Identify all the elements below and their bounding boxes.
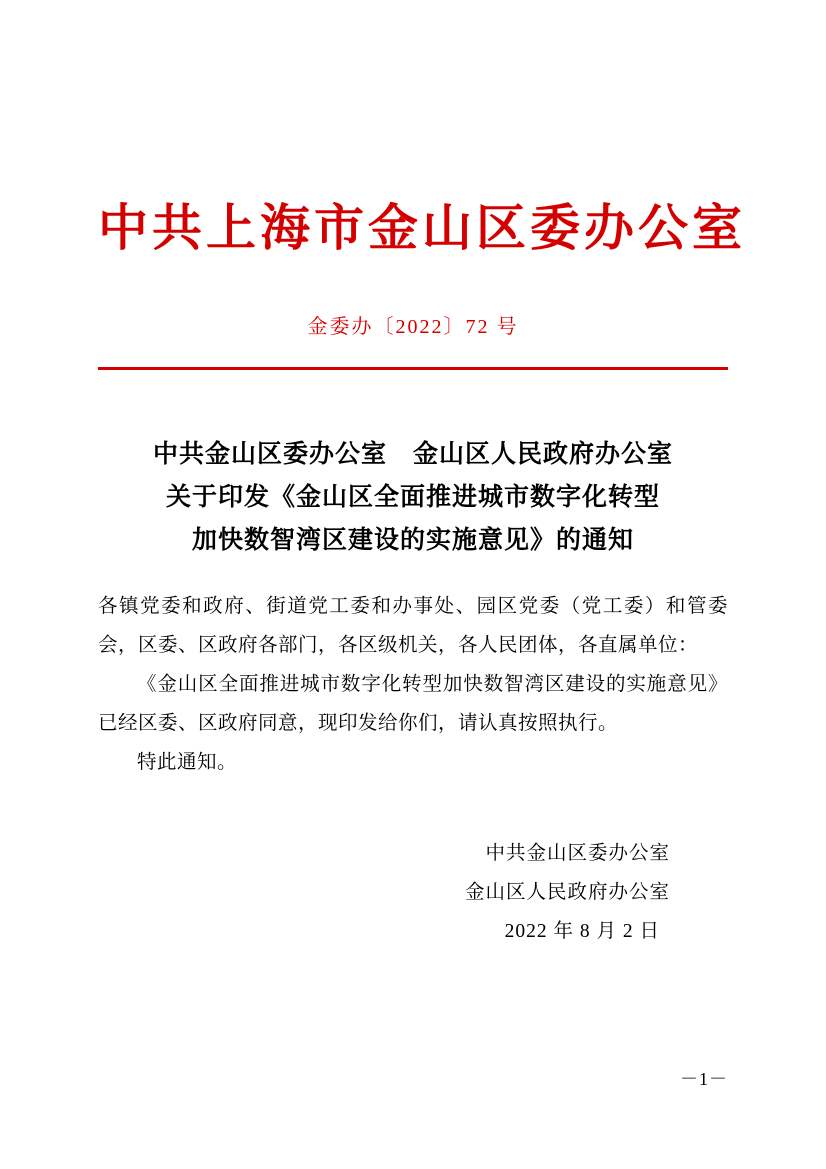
page-title	[98, 432, 728, 561]
body-paragraph-2: 特此通知。	[137, 752, 238, 773]
signature-block	[98, 834, 728, 951]
red-divider-rule	[98, 367, 728, 370]
title-line-3: 加快数智湾区建设的实施意见》的通知	[191, 525, 634, 554]
recipients-paragraph: 各镇党委和政府、街道党工委和办事处、园区党委（党工委）和管委会，区委、区政府各部门，各区级机关，各人民团体，各直属单位：	[98, 596, 728, 656]
title-line-2: 关于印发《金山区全面推进城市数字化转型	[165, 482, 660, 511]
signature-org-2: 金山区人民政府办公室	[464, 882, 670, 903]
signature-date: 2022 年 8 月 2 日	[504, 921, 660, 942]
title-line-1: 中共金山区委办公室 金山区人民政府办公室	[152, 439, 673, 468]
document-body	[98, 587, 728, 782]
document-number: 金委办〔2022〕72 号	[307, 316, 519, 338]
body-paragraph-1: 《金山区全面推进城市数字化转型加快数智湾区建设的实施意见》已经区委、区政府同意，现印发给你们，请认真按照执行。	[98, 674, 728, 734]
signature-org-1: 中共金山区委办公室	[485, 843, 670, 864]
letterhead-title: 中共上海市金山区委办公室	[98, 198, 746, 257]
page-number-footer: －1－	[680, 1069, 728, 1089]
